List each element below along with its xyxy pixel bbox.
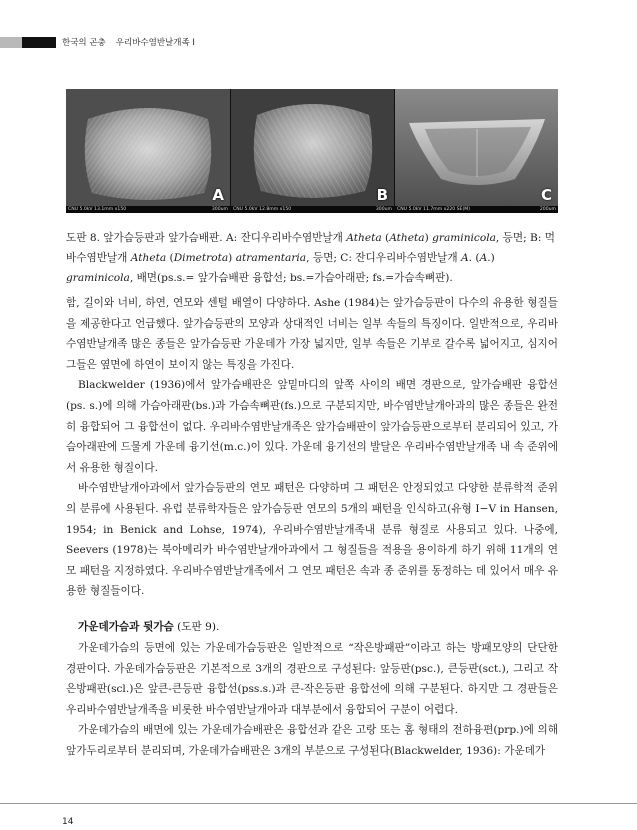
sem-figure (66, 89, 558, 213)
caption-subgenus: Dimetrota (173, 252, 229, 264)
caption-text: 도판 8. 앞가슴등판과 앞가슴배판. A: 잔디우리바수염반날개 (66, 232, 347, 244)
scale-info-b: CNU 5.0kV 12.8mm x150 (233, 207, 292, 212)
caption-subgenus: A. (479, 252, 491, 264)
paragraph-2: Blackwelder (1936)에서 앞가슴배판은 앞밑마디의 앞쪽 사이의 배면 경판으로, 앞가슴배판 융합선(ps. s.)에 의해 가슴아래판(bs.)과 가슴속뼈판(fs.)으로 구분되지만, 바수염반날개아과의 많은 종들은 완전히 융합되어 그 융합선이 없다. 우리바수염반날개족은 앞가슴배판이 앞가슴등판으로부터 분리되어 있고, 가슴아래판에 드물게 가운데 융기선(m.c.)이 있다. 가운데 융기선의 발달은 우리바수염반날개족 내 속 준위에서 유용한 형질이다. (66, 379, 558, 474)
caption-text: ( (166, 252, 174, 264)
scale-length-b: 300um (375, 207, 392, 212)
caption-text: ) (228, 252, 236, 264)
paragraph-1: 함, 길이와 너비, 하연, 연모와 센털 배열이 다양하다. Ashe (1984)는 앞가슴등판이 다수의 유용한 형질들을 제공한다고 언급했다. 앞가슴등판의 모양과 상대적인 너비는 일부 속들의 특징이다. 일반적으로, 우리바수염반날개족 많은 종들은 앞가슴등판 가운데가 가장 넓지만, 일부 속들은 기부로 갈수록 넓어지고, 심지어 그들은 옆면에 하연이 보이지 않는 특징을 가진다. (66, 297, 558, 371)
header-book-title: 한국의 곤충 (62, 38, 106, 48)
section-heading-ref: (도판 9). (173, 621, 220, 633)
caption-text: ) (424, 232, 433, 244)
caption-text: , 등면; C: 잔디우리바수염반날개 (306, 252, 462, 264)
sem-image-a (66, 89, 230, 213)
caption-text: , 배면(ps.s.= 앞가슴배판 융합선; bs.=가슴아래판; fs.=가슴속뼈판). (129, 272, 453, 284)
scale-bar-c (395, 206, 558, 213)
scale-info-a: CNU 5.0kV 13.1mm x150 (68, 207, 127, 212)
section-heading-title: 가운데가슴과 뒷가슴 (78, 621, 174, 633)
sem-panel-a (66, 89, 230, 213)
header-bar-dark (22, 37, 56, 48)
section-heading (78, 619, 219, 634)
footer-rule (0, 803, 637, 804)
header-series-title: 우리바수염반날개족 I (115, 38, 195, 48)
caption-species: graminicola (432, 232, 496, 244)
scale-bar-a (66, 206, 230, 213)
paragraph-5: 가운데가슴의 배면에 있는 가운데가슴배판은 융합선과 같은 고랑 또는 홈 형태의 전하융편(prp.)에 의해 앞가두리로부터 분리되며, 가운데가슴배판은 3개의 부분으로 구성된다(Blackwelder, 1936): 가운데가 (66, 724, 558, 757)
caption-subgenus: Atheta (389, 232, 425, 244)
scale-info-c: CNU 5.0kV 11.7mm x220 SE(M) (397, 207, 470, 212)
page-number: 14 (62, 817, 74, 827)
body-section-1 (66, 293, 558, 602)
caption-genus: Atheta (130, 252, 167, 264)
scale-length-a: 300um (211, 207, 228, 212)
header-bar-light (0, 37, 22, 48)
caption-text: ( (472, 252, 480, 264)
caption-species: graminicola (66, 272, 130, 284)
panel-letter-c: C (540, 186, 552, 204)
panel-letter-a: A (212, 186, 224, 204)
caption-text: ) (490, 252, 495, 264)
sem-image-c (395, 89, 558, 213)
sem-panel-b (231, 89, 394, 213)
body-section-2 (66, 638, 558, 762)
panel-letter-b: B (376, 186, 388, 204)
caption-species: atramentaria (235, 252, 307, 264)
caption-genus: A. (461, 252, 473, 264)
caption-genus: Atheta (346, 232, 382, 244)
caption-text: ( (381, 232, 390, 244)
scale-length-c: 200um (539, 207, 556, 212)
caption-text: , 등면; B: 먹바수염반날개 (66, 232, 556, 264)
sem-image-b (231, 89, 394, 213)
sem-panel-c (395, 89, 558, 213)
paragraph-3: 바수염반날개아과에서 앞가슴등판의 연모 패턴은 다양하며 그 패턴은 안정되었고 다양한 분류학적 준위의 분류에 사용된다. 유럽 분류학자들은 앞가슴등판 연모의 5개의 패턴을 인식하고(유형 I−V in Hansen, 1954; in Benick and Lohse, 1974), 우리바수염반날개족내 분류 형질로 사용되고 있다. 나중에, Seevers (1978)는 북아메리카 바수염반날개아과에서 그 형질들을 적용을 용이하게 하기 위해 11개의 연모 패턴을 지정하였다. 우리바수염반날개족에서 그 연모 패턴은 속과 종 준위를 동정하는 데 있어서 매우 유용한 형질들이다. (66, 482, 558, 598)
paragraph-4: 가운데가슴의 등면에 있는 가운데가슴등판은 일반적으로 “작은방패판”이라고 하는 방패모양의 단단한 경판이다. 가운데가슴등판은 기본적으로 3개의 경판으로 구성된다: 앞등판(psc.), 큰등판(sct.), 그리고 작은방패판(scl.)은 앞큰-큰등판 융합선(pss.s.)과 큰-작은등판 융합선에 의해 구분된다. 하지만 그 경판들은 우리바수염반날개족을 비롯한 바수염반날개아과 대부분에서 융합되어 구분이 어렵다. (66, 642, 558, 716)
figure-caption (66, 228, 558, 288)
running-header (62, 36, 195, 48)
scale-bar-b (231, 206, 394, 213)
